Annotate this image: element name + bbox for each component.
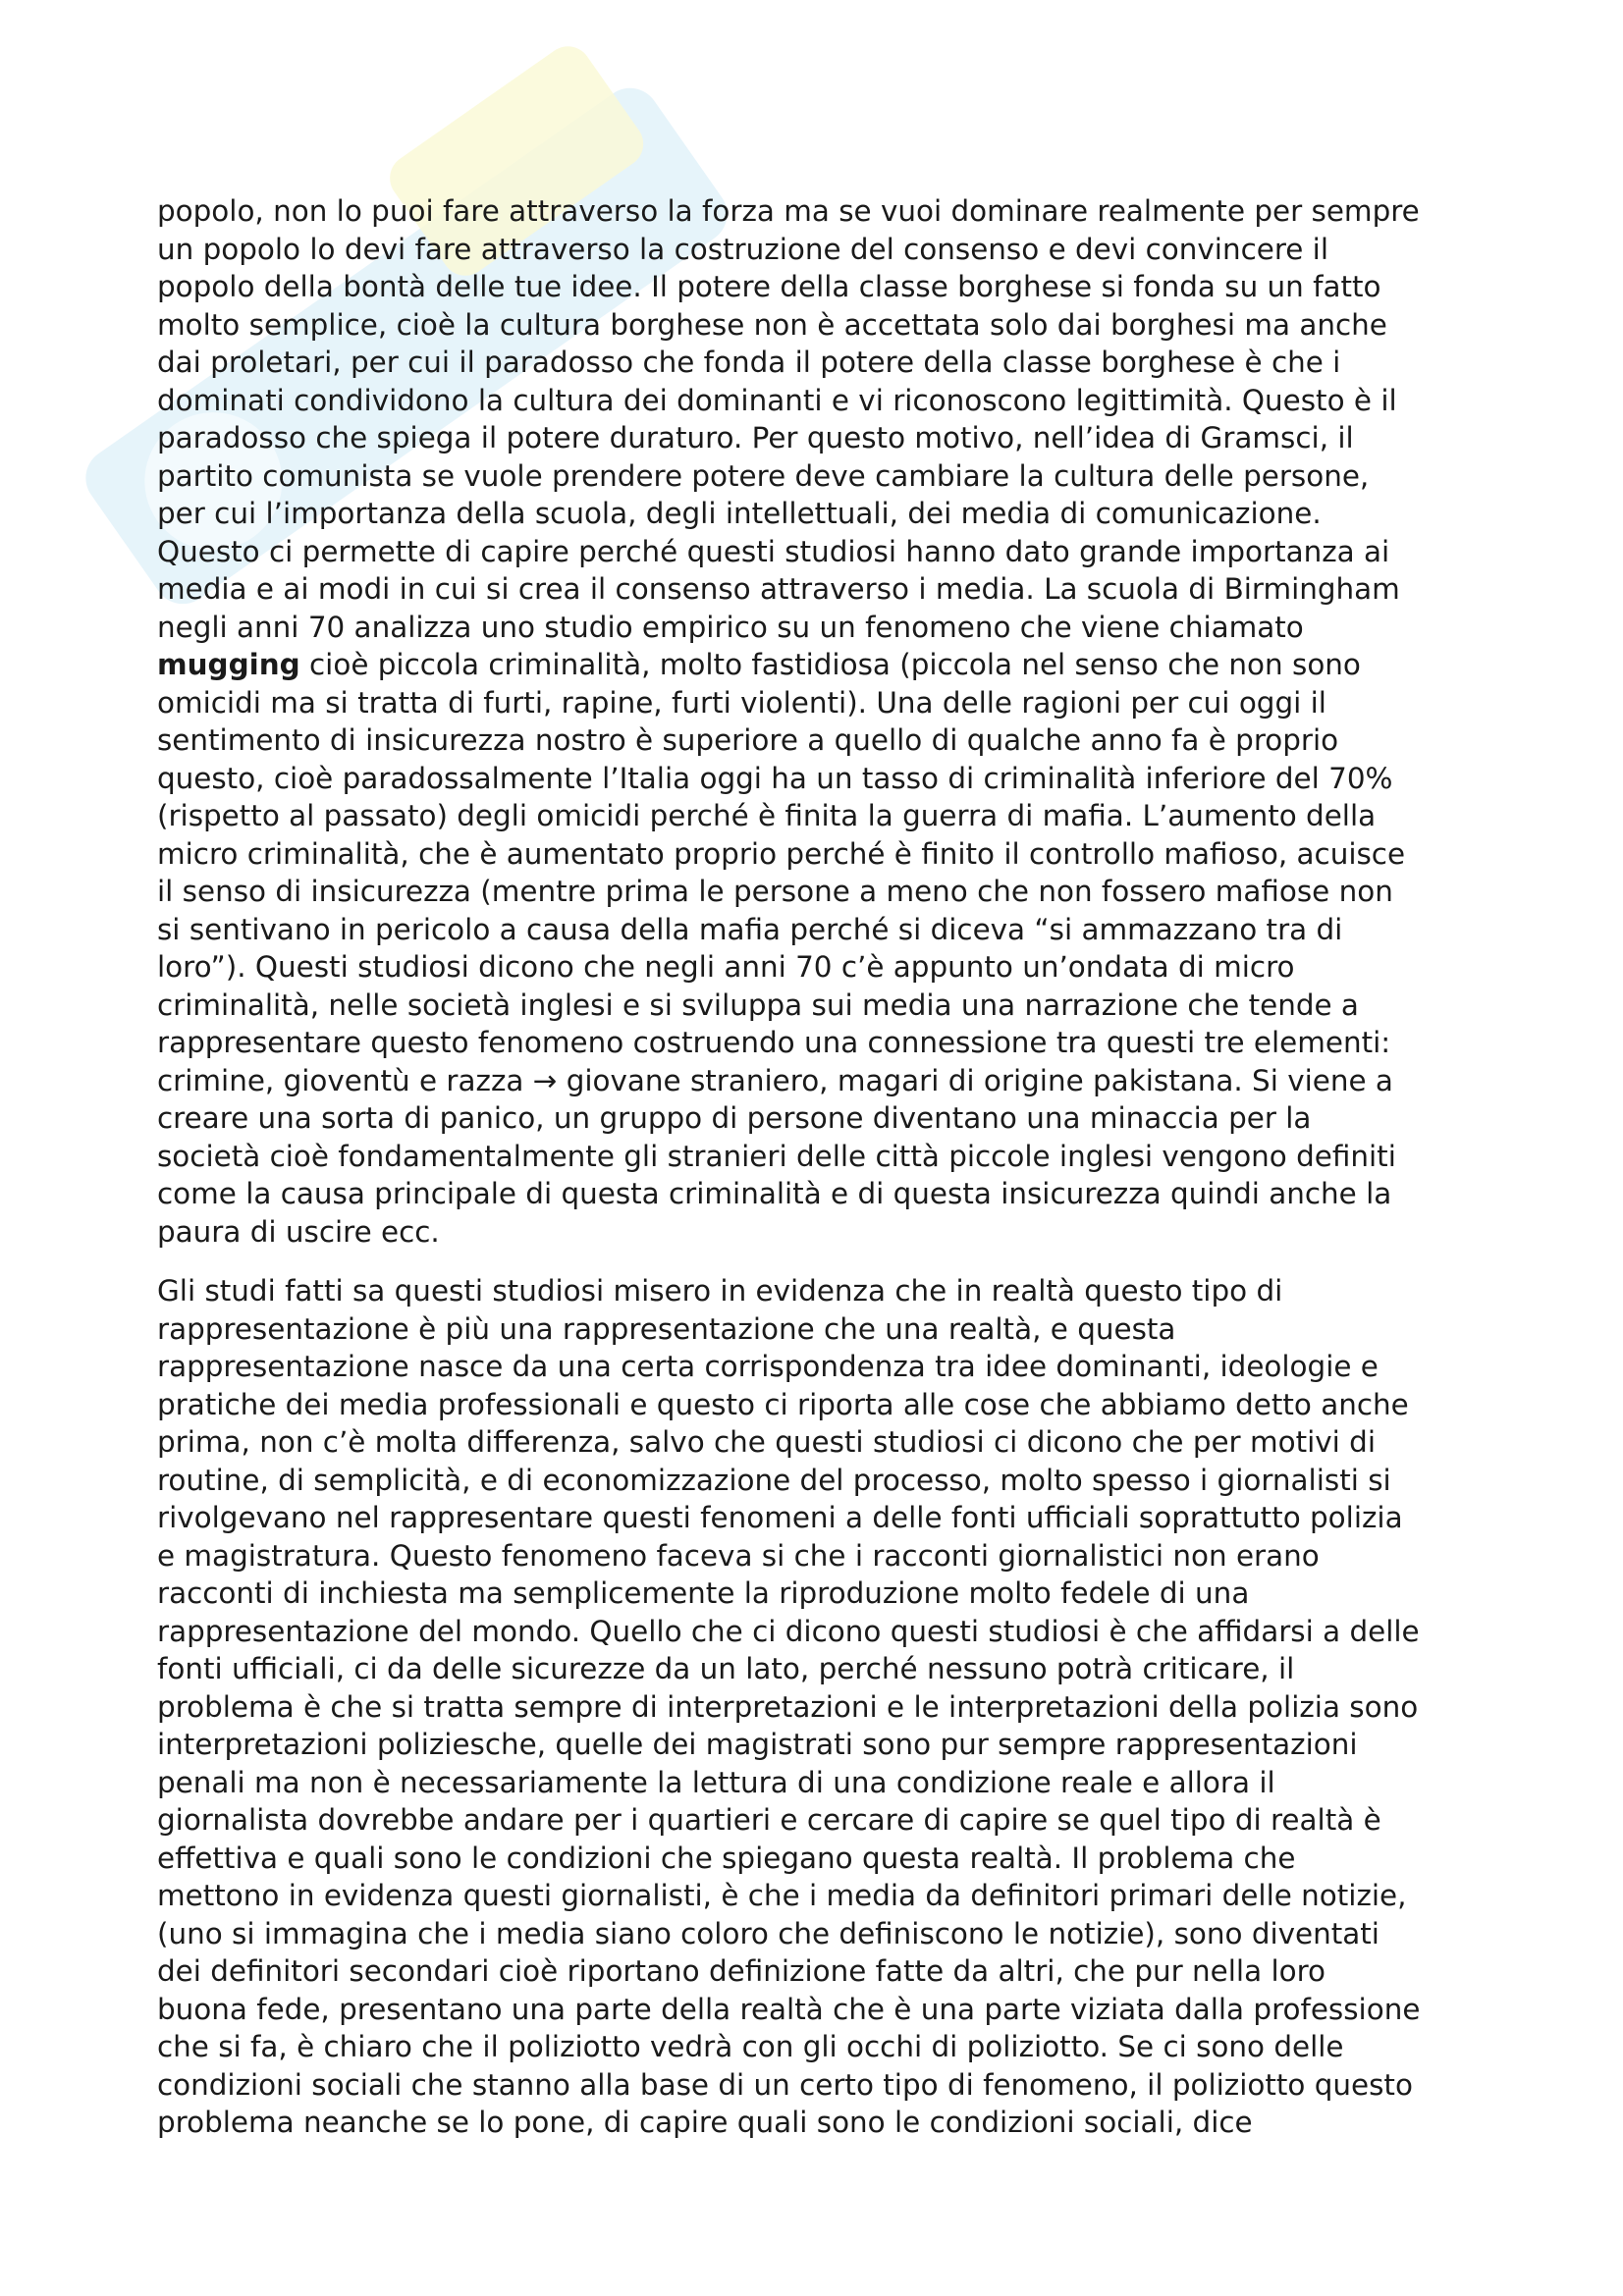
text-line: penali ma non è necessariamente la lettura di una condizione reale e allora il (157, 1765, 1275, 1799)
text-line: criminalità, nelle società inglesi e si sviluppa sui media una narrazione che tende a (157, 988, 1359, 1022)
text-line: rappresentare questo fenomeno costruendo una connessione tra questi tre elementi: (157, 1026, 1391, 1059)
text-line: rappresentazione è più una rappresentazione che una realtà, e questa (157, 1311, 1176, 1346)
text-line: sentimento di insicurezza nostro è superiore a quello di qualche anno fa è proprio (157, 723, 1339, 757)
text-fragment: cioè piccola criminalità, molto fastidiosa (piccola nel senso che non sono (299, 648, 1361, 681)
text-line: paradosso che spiega il potere duraturo. Per questo motivo, nell’idea di Gramsci, il (157, 421, 1354, 454)
text-line: problema è che si tratta sempre di interpretazioni e le interpretazioni della polizia sono (157, 1689, 1419, 1724)
text-line: giornalista dovrebbe andare per i quartieri e cercare di capire se quel tipo di realtà è (157, 1803, 1381, 1837)
text-line-with-bold (157, 646, 1473, 684)
text-line: per cui l’importanza della scuola, degli intellettuali, dei media di comunicazione. (157, 497, 1322, 530)
text-line: Gli studi fatti sa questi studiosi misero in evidenza che in realtà questo tipo di (157, 1274, 1283, 1308)
text-line: condizioni sociali che stanno alla base di un certo tipo di fenomeno, il poliziotto questo (157, 2067, 1413, 2102)
text-line: crimine, gioventù e razza → giovane straniero, magari di origine pakistana. Si viene a (157, 1063, 1393, 1097)
text-line: partito comunista se vuole prendere potere deve cambiare la cultura delle persone, (157, 458, 1370, 493)
text-line: molto semplice, cioè la cultura borghese non è accettata solo dai borghesi ma anche (157, 307, 1387, 342)
text-line: micro criminalità, che è aumentato proprio perché è finito il controllo mafioso, acuisce (157, 836, 1406, 871)
text-line: un popolo lo devi fare attraverso la costruzione del consenso e devi convincere il (157, 232, 1329, 266)
text-line: Questo ci permette di capire perché questi studiosi hanno dato grande importanza ai (157, 534, 1390, 568)
text-line: popolo, non lo puoi fare attraverso la forza ma se vuoi dominare realmente per sempre (157, 194, 1420, 228)
text-line: omicidi ma si tratta di furti, rapine, furti violenti). Una delle ragioni per cui oggi il (157, 685, 1326, 720)
bold-term: mugging (157, 648, 300, 681)
text-line: pratiche dei media professionali e questo ci riporta alle cose che abbiamo detto anche (157, 1387, 1409, 1421)
text-line: dei definitori secondari cioè riportano definizione fatte da altri, che pur nella loro (157, 1954, 1326, 1988)
text-line: che si fa, è chiaro che il poliziotto vedrà con gli occhi di poliziotto. Se ci sono delle (157, 2030, 1344, 2063)
text-line: creare una sorta di panico, un gruppo di persone diventano una minaccia per la (157, 1101, 1312, 1135)
text-line: media e ai modi in cui si crea il consenso attraverso i media. La scuola di Birmingham (157, 572, 1400, 606)
text-line: fonti ufficiali, ci da delle sicurezze da un lato, perché nessuno potrà criticare, il (157, 1652, 1295, 1685)
paragraph-1 (157, 192, 1473, 1251)
text-line: si sentivano in pericolo a causa della mafia perché si diceva “si ammazzano tra di (157, 912, 1343, 946)
text-line: negli anni 70 analizza uno studio empirico su un fenomeno che viene chiamato (157, 610, 1304, 644)
text-line: effettiva e quali sono le condizioni che spiegano questa realtà. Il problema che (157, 1841, 1296, 1875)
text-line: dominati condividono la cultura dei dominanti e vi riconoscono legittimità. Questo è il (157, 383, 1397, 417)
text-line: problema neanche se lo pone, di capire quali sono le condizioni sociali, dice (157, 2106, 1253, 2139)
text-line: buona fede, presentano una parte della realtà che è una parte viziata dalla professione (157, 1992, 1421, 2026)
text-line: mettono in evidenza questi giornalisti, è che i media da definitori primari delle notizie, (157, 1879, 1407, 1912)
text-line: popolo della bontà delle tue idee. Il potere della classe borghese si fonda su un fatto (157, 270, 1381, 303)
text-line: routine, di semplicità, e di economizzazione del processo, molto spesso i giornalisti si (157, 1463, 1391, 1497)
text-line: società cioè fondamentalmente gli stranieri delle città piccole inglesi vengono definiti (157, 1139, 1396, 1173)
text-line: loro”). Questi studiosi dicono che negli anni 70 c’è appunto un’ondata di micro (157, 950, 1295, 984)
paragraph-2 (157, 1272, 1473, 2142)
text-line: (rispetto al passato) degli omicidi perché è finita la guerra di mafia. L’aumento della (157, 799, 1377, 832)
document-body (157, 192, 1473, 2142)
text-line: rappresentazione del mondo. Quello che ci dicono questi studiosi è che affidarsi a delle (157, 1614, 1420, 1648)
text-line: dai proletari, per cui il paradosso che fonda il potere della classe borghese è che i (157, 346, 1341, 379)
text-line: interpretazioni poliziesche, quelle dei magistrati sono pur sempre rappresentazioni (157, 1728, 1358, 1761)
text-line: prima, non c’è molta differenza, salvo che questi studiosi ci dicono che per motivi di (157, 1425, 1377, 1459)
text-line: questo, cioè paradossalmente l’Italia oggi ha un tasso di criminalità inferiore del 70% (157, 761, 1393, 795)
text-line: paura di uscire ecc. (157, 1214, 440, 1249)
text-line: (uno si immagina che i media siano coloro che definiscono le notizie), sono diventati (157, 1916, 1380, 1950)
text-line: come la causa principale di questa criminalità e di questa insicurezza quindi anche la (157, 1177, 1392, 1210)
text-line: rappresentazione nasce da una certa corrispondenza tra idee dominanti, ideologie e (157, 1350, 1379, 1383)
text-line: racconti di inchiesta ma semplicemente la riproduzione molto fedele di una (157, 1576, 1250, 1610)
text-line: e magistratura. Questo fenomeno faceva si che i racconti giornalistici non erano (157, 1538, 1320, 1573)
text-line: rivolgevano nel rappresentare questi fenomeni a delle fonti ufficiali soprattutto polizia (157, 1501, 1403, 1534)
text-line: il senso di insicurezza (mentre prima le persone a meno che non fossero mafiose non (157, 875, 1393, 908)
